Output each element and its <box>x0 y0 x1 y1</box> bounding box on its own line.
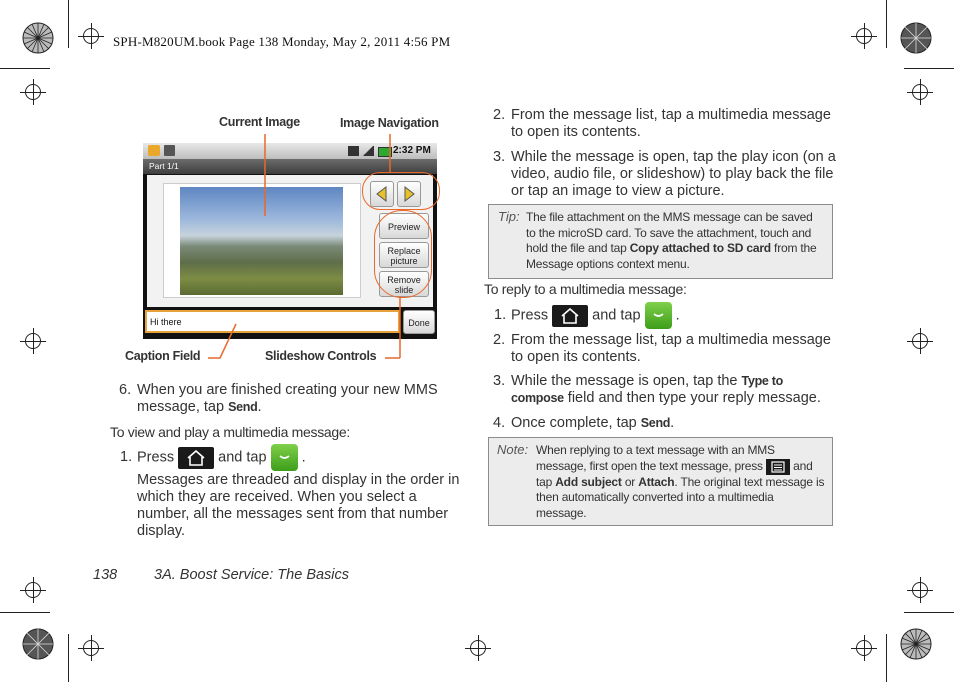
note-text <box>536 443 828 521</box>
threads-paragraph <box>137 472 467 540</box>
reply-step-3-text <box>511 373 841 407</box>
attach-keyword: Attach <box>638 474 675 489</box>
note-line-3-post: . The original text message is <box>674 474 825 489</box>
compose-keyword: compose <box>511 391 564 405</box>
messaging-icon <box>271 444 298 471</box>
reply-step-2-text <box>511 332 841 366</box>
step-6-text <box>137 382 467 416</box>
r2-line-1: From the message list, tap a multimedia message <box>511 332 831 348</box>
tip-text <box>526 210 826 272</box>
reply-step-4-text <box>511 415 674 432</box>
reply-press-word: Press <box>511 307 549 324</box>
step-6-end: . <box>257 399 262 415</box>
s2-line-1: From the message list, tap a multimedia message <box>511 107 831 123</box>
note-or: or <box>621 474 639 489</box>
done-label: Done <box>408 318 430 328</box>
menu-key-icon <box>766 459 790 475</box>
remove-label-2: slide <box>394 285 414 295</box>
status-time: 2:32 PM <box>393 145 431 156</box>
note-line-2: message, first open the text message, press <box>536 458 763 473</box>
para-line-2: which they are received. When you select a <box>137 489 417 505</box>
step-6-line-1: When you are finished creating your new MMS <box>137 382 438 398</box>
r3-line-2: field and then type your reply message. <box>563 390 821 406</box>
para-line-1: Messages are threaded and display in the order in <box>137 472 460 488</box>
reply-intro: To reply to a multimedia message: <box>484 281 687 297</box>
r2-line-2: to open its contents. <box>511 349 641 365</box>
replace-label-2: picture <box>390 256 418 266</box>
view-intro: To view and play a multimedia message: <box>110 424 350 440</box>
r4-end: . <box>670 415 675 431</box>
note-line-5: message. <box>536 505 587 520</box>
note-line-4: then automatically converted into a multimedia <box>536 490 774 504</box>
tip-box <box>488 204 833 279</box>
r3-line-1: While the message is open, tap the <box>511 373 742 389</box>
step-6-line-2: message, tap <box>137 399 229 415</box>
callout-current-image: Current Image <box>219 115 300 129</box>
reply-step-3-number: 3. <box>493 373 506 389</box>
remove-label-1: Remove <box>387 275 421 285</box>
para-line-4: display. <box>137 523 186 539</box>
callout-image-navigation: Image Navigation <box>340 116 439 130</box>
reply-step-4-number: 4. <box>493 415 506 431</box>
reply-step-1-end: . <box>675 307 680 324</box>
print-header: SPH-M820UM.book Page 138 Monday, May 2, 2011 4:56 PM <box>113 34 451 49</box>
replace-label-1: Replace <box>387 246 421 256</box>
step-1-number: 1. <box>120 449 133 465</box>
tip-line-1: The file attachment on the MMS message can be saved <box>526 210 813 224</box>
s2-line-2: to open its contents. <box>511 124 641 140</box>
reply-step-1-text <box>511 302 680 329</box>
and-tap-word: and tap <box>218 449 267 466</box>
right-step-2-number: 2. <box>493 107 506 123</box>
s3-line-3: or tap an image to view a picture. <box>511 183 725 199</box>
send-keyword: Send <box>640 416 671 430</box>
preview-label: Preview <box>387 222 420 232</box>
add-subject-keyword: Add subject <box>555 474 622 489</box>
part-label: Part 1/1 <box>149 161 179 171</box>
note-line-2-post: and <box>793 458 813 473</box>
copy-attached-keyword: Copy attached to SD card <box>629 241 771 255</box>
reply-and-tap-word: and tap <box>592 307 641 324</box>
page-number: 138 <box>93 567 118 583</box>
r4-text: Once complete, tap <box>511 415 641 431</box>
callout-caption-field: Caption Field <box>125 349 201 363</box>
para-line-3: number, all the messages sent from that number <box>137 506 449 522</box>
messaging-icon <box>645 302 672 329</box>
type-to-keyword: Type to <box>741 374 783 388</box>
tip-line-2: to the microSD card. To save the attachment, touch and <box>526 225 812 240</box>
tip-line-3-post: from the <box>770 241 817 255</box>
right-step-3-text <box>511 149 841 200</box>
s3-line-1: While the message is open, tap the play icon (on a <box>511 149 836 165</box>
note-line-1: When replying to a text message with an MMS <box>536 443 775 457</box>
home-key-icon <box>552 305 588 327</box>
callout-slideshow-controls: Slideshow Controls <box>265 349 377 363</box>
note-line-3: tap <box>536 474 556 489</box>
right-step-3-number: 3. <box>493 149 506 165</box>
tip-line-4: Message options context menu. <box>526 256 690 271</box>
section-title: 3A. Boost Service: The Basics <box>154 567 350 583</box>
reply-step-2-number: 2. <box>493 332 506 348</box>
s3-line-2: video, audio file, or slideshow) to play back the file <box>511 166 834 182</box>
reply-step-1-number: 1. <box>494 307 507 323</box>
send-keyword: Send <box>228 400 258 414</box>
caption-value: Hi there <box>150 317 182 327</box>
right-step-2-text <box>511 107 841 141</box>
tip-line-3: hold the file and tap <box>526 241 630 255</box>
note-box <box>488 437 833 526</box>
step-1-text <box>137 444 306 471</box>
step-1-end: . <box>301 449 306 466</box>
press-word: Press <box>137 449 175 466</box>
home-key-icon <box>178 447 214 469</box>
step-6-number: 6. <box>119 382 132 398</box>
tip-tag: Tip: <box>498 209 520 224</box>
note-tag: Note: <box>497 442 529 457</box>
